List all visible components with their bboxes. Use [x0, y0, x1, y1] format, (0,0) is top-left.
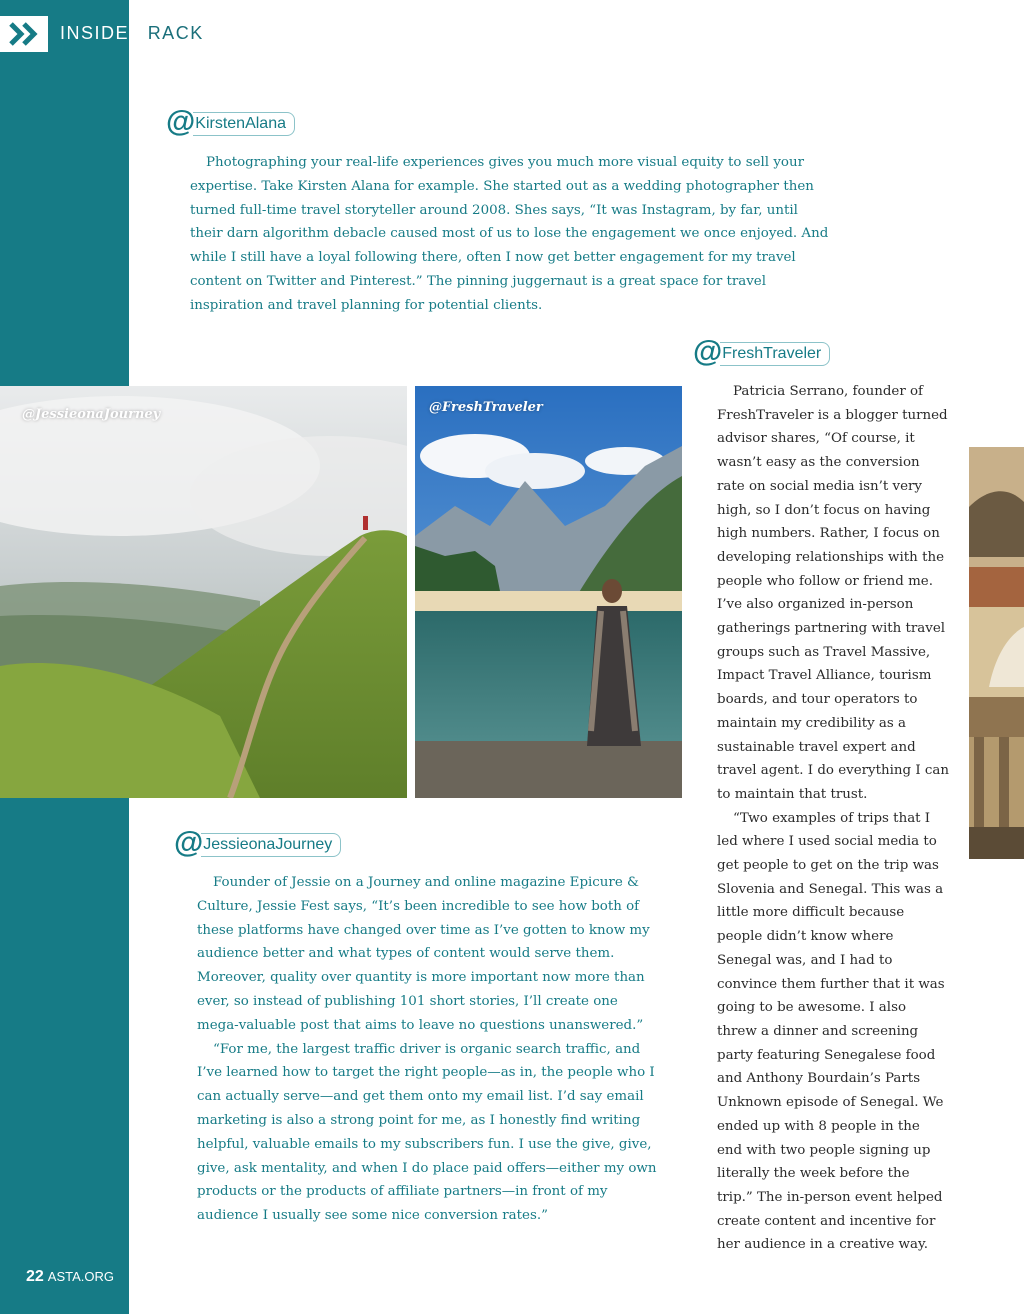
site-url: ASTA.ORG	[47, 1269, 115, 1284]
freshtraveler-article-text	[717, 380, 949, 1257]
jessie-handle-tag	[174, 826, 341, 859]
kirsten-handle-tag	[166, 105, 295, 138]
photo-caption-middle: @FreshTraveler	[429, 400, 543, 415]
teal-sidebar-top	[0, 0, 129, 386]
freshtraveler-handle-tag	[693, 335, 830, 368]
page-number: 22	[26, 1268, 44, 1285]
photo-mountain-ridge	[0, 386, 407, 798]
kirsten-paragraph: Photographing your real-life experiences gives you much more visual equity to sell your expertise. Take Kirsten Alana for example. She started out as a wedding photographer then turned full-time travel storyteller around 2008. Shes says, “It was Instagram, by far, until their darn algorithm debacle caused most of us to lose the engagement we once enjoyed. And while I still have a loyal following there, often I now get better engagement for my travel content on Twitter and Pinterest.” The pinning juggernaut is a great space for travel inspiration and travel planning for potential clients.	[190, 155, 829, 313]
photo-mountain-lake	[415, 386, 682, 798]
kirsten-article-text	[190, 151, 832, 318]
double-chevron-icon	[0, 16, 48, 52]
freshtraveler-paragraph-2: “Two examples of trips that I led where I used social media to get people to get on the trip was Slovenia and Senegal. This was a little more difficult because people didn’t know where Senegal was, and I had to convince them further that it was going to be awesome. I also threw a dinner and screening party featuring Senegalese food and Anthony Bourdain’s Parts Unknown episode of Senegal. We ended up with 8 people in the end with two people signing up literally the week before the trip.” The in-person event helped create content and incentive for her audience in a creative way.	[717, 810, 945, 1253]
at-sign-icon: @	[174, 826, 204, 859]
at-sign-icon: @	[166, 105, 196, 138]
section-label: INSIDE TRACK	[60, 23, 204, 43]
at-sign-icon: @	[693, 335, 723, 368]
teal-sidebar-bottom	[0, 798, 129, 1314]
freshtraveler-handle: FreshTraveler	[720, 342, 830, 366]
jessie-paragraph-2: “For me, the largest traffic driver is organic search traffic, and I’ve learned how to target the right people—as in, the people who I can actually serve—and get them onto my email list. I’d say email marketing is also a strong point for me, as I honestly find writing helpful, valuable emails to my subscribers fun. I use the give, give, give, ask mentality, and when I do place paid offers—either my own products or the products of affiliate partners—in front of my audience I usually see some nice conversion rates.”	[197, 1041, 657, 1224]
freshtraveler-paragraph-1: Patricia Serrano, founder of FreshTraveler is a blogger turned advisor shares, “Of course, it wasn’t easy as the conversion rate on social media isn’t very high, so I don’t focus on having high numbers. Rather, I focus on developing relationships with the people who follow or friend me. I’ve also organized in-person gatherings partnering with travel groups such as Travel Massive, Impact Travel Alliance, tourism boards, and tour operators to maintain my credibility as a sustainable travel expert and travel agent. I do everything I can to maintain that trust.	[717, 384, 950, 802]
jessie-paragraph-1: Founder of Jessie on a Journey and online magazine Epicure & Culture, Jessie Fest says, “It’s been incredible to see how both of these platforms have changed over time as I’ve gotten to know my audience better and what types of content would serve them. Moreover, quality over quantity is more important now more than ever, so instead of publishing 101 short stories, I’ll create one mega-valuable post that aims to leave no questions unanswered.”	[197, 875, 650, 1033]
photo-caption-left: @JessieonaJourney	[22, 407, 161, 422]
jessie-handle: JessieonaJourney	[201, 833, 341, 857]
kirsten-handle: KirstenAlana	[193, 112, 295, 136]
jessie-article-text	[197, 871, 663, 1228]
photo-architecture-partial	[969, 447, 1024, 859]
page-footer	[26, 1268, 114, 1286]
